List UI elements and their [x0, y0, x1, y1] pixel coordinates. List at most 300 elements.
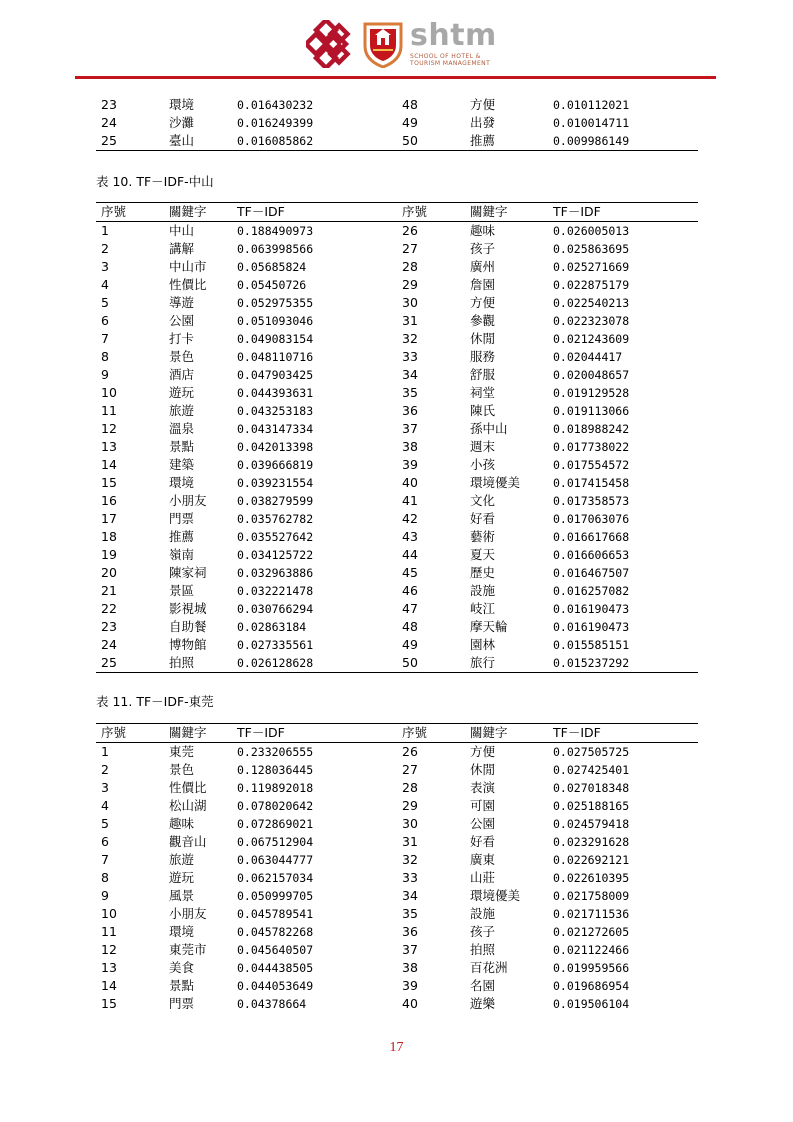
tfidf-cell: 0.045789541: [237, 907, 314, 921]
brand-wordmark: [410, 18, 497, 67]
tfidf-cell: 0.017063076: [553, 512, 630, 526]
index-cell: 13: [101, 439, 117, 454]
keyword-cell: 打卡: [169, 331, 195, 346]
header-rule: [75, 76, 716, 79]
tfidf-cell: 0.016430232: [237, 98, 314, 112]
keyword-cell: 環境: [169, 97, 195, 112]
keyword-cell: 影視城: [169, 601, 207, 616]
table-row: [96, 402, 698, 420]
keyword-cell: 孩子: [470, 924, 496, 939]
keyword-cell: 陳氏: [470, 403, 496, 418]
index-cell: 35: [402, 385, 418, 400]
keyword-cell: 小朋友: [169, 906, 207, 921]
keyword-cell: 建築: [169, 457, 195, 472]
keyword-cell: 環境: [169, 924, 195, 939]
index-cell: 15: [101, 996, 117, 1011]
index-cell: 47: [402, 601, 418, 616]
tfidf-cell: 0.016617668: [553, 530, 630, 544]
keyword-cell: 孫中山: [470, 421, 508, 436]
tfidf-cell: 0.035762782: [237, 512, 314, 526]
keyword-cell: 中山: [169, 223, 195, 238]
keyword-cell: 山莊: [470, 870, 496, 885]
keyword-cell: 推薦: [470, 133, 496, 148]
tfidf-cell: 0.02044417: [553, 350, 623, 364]
column-header: 關鍵字: [470, 724, 553, 743]
tfidf-cell: 0.017738022: [553, 440, 630, 454]
index-cell: 44: [402, 547, 418, 562]
index-cell: 5: [101, 295, 109, 310]
index-cell: 6: [101, 313, 109, 328]
tfidf-cell: 0.044053649: [237, 979, 314, 993]
table-9-continuation: [96, 96, 698, 151]
tfidf-cell: 0.045640507: [237, 943, 314, 957]
tfidf-cell: 0.027335561: [237, 638, 314, 652]
index-cell: 33: [402, 870, 418, 885]
index-cell: 36: [402, 403, 418, 418]
column-header: 關鍵字: [169, 724, 237, 743]
index-cell: 4: [101, 798, 109, 813]
tfidf-cell: 0.030766294: [237, 602, 314, 616]
index-cell: 23: [101, 97, 117, 112]
keyword-cell: 百花洲: [470, 960, 508, 975]
index-cell: 31: [402, 313, 418, 328]
keyword-cell: 小朋友: [169, 493, 207, 508]
index-cell: 49: [402, 637, 418, 652]
tfidf-cell: 0.010112021: [553, 98, 630, 112]
index-cell: 46: [402, 583, 418, 598]
tfidf-cell: 0.016467507: [553, 566, 630, 580]
index-cell: 14: [101, 978, 117, 993]
index-cell: 25: [101, 133, 117, 148]
table-row: [96, 654, 698, 673]
column-header: TF－IDF: [237, 203, 402, 222]
index-cell: 40: [402, 996, 418, 1011]
keyword-cell: 溫泉: [169, 421, 195, 436]
table-10-body: [96, 222, 698, 673]
index-cell: 27: [402, 241, 418, 256]
table-row: [96, 132, 698, 151]
keyword-cell: 表演: [470, 780, 496, 795]
tfidf-cell: 0.019506104: [553, 997, 630, 1011]
tfidf-cell: 0.016190473: [553, 620, 630, 634]
keyword-cell: 舒服: [470, 367, 496, 382]
tfidf-cell: 0.063044777: [237, 853, 314, 867]
tfidf-cell: 0.021243609: [553, 332, 630, 346]
tfidf-cell: 0.233206555: [237, 745, 314, 759]
tfidf-cell: 0.05450726: [237, 278, 307, 292]
tfidf-cell: 0.015237292: [553, 656, 630, 670]
keyword-cell: 博物館: [169, 637, 207, 652]
table-9-body: [96, 96, 698, 151]
tfidf-cell: 0.016257082: [553, 584, 630, 598]
index-cell: 12: [101, 942, 117, 957]
keyword-cell: 門票: [169, 996, 195, 1011]
table-row: [96, 797, 698, 815]
keyword-cell: 設施: [470, 583, 496, 598]
keyword-cell: 松山湖: [169, 798, 207, 813]
keyword-cell: 嶺南: [169, 547, 195, 562]
keyword-cell: 好看: [470, 834, 496, 849]
column-header: TF－IDF: [237, 724, 402, 743]
index-cell: 12: [101, 421, 117, 436]
keyword-cell: 詹園: [470, 277, 496, 292]
index-cell: 1: [101, 744, 109, 759]
tfidf-cell: 0.067512904: [237, 835, 314, 849]
tfidf-cell: 0.018988242: [553, 422, 630, 436]
table-row: [96, 420, 698, 438]
tfidf-cell: 0.039231554: [237, 476, 314, 490]
index-cell: 21: [101, 583, 117, 598]
tfidf-cell: 0.023291628: [553, 835, 630, 849]
index-cell: 42: [402, 511, 418, 526]
tfidf-cell: 0.019686954: [553, 979, 630, 993]
table-row: [96, 618, 698, 636]
table-row: [96, 276, 698, 294]
tfidf-cell: 0.025188165: [553, 799, 630, 813]
table-row: [96, 546, 698, 564]
index-cell: 24: [101, 115, 117, 130]
table-row: [96, 743, 698, 762]
index-cell: 22: [101, 601, 117, 616]
keyword-cell: 拍照: [169, 655, 195, 670]
keyword-cell: 方便: [470, 295, 496, 310]
keyword-cell: 祠堂: [470, 385, 496, 400]
keyword-cell: 夏天: [470, 547, 496, 562]
page-header: [0, 0, 793, 80]
keyword-cell: 講解: [169, 241, 195, 256]
table-row: [96, 905, 698, 923]
table-row: [96, 348, 698, 366]
column-header: 關鍵字: [169, 203, 237, 222]
table-row: [96, 96, 698, 114]
keyword-cell: 孩子: [470, 241, 496, 256]
index-cell: 38: [402, 439, 418, 454]
keyword-cell: 自助餐: [169, 619, 207, 634]
index-cell: 7: [101, 331, 109, 346]
keyword-cell: 園林: [470, 637, 496, 652]
index-cell: 35: [402, 906, 418, 921]
index-cell: 10: [101, 906, 117, 921]
tfidf-cell: 0.020048657: [553, 368, 630, 382]
keyword-cell: 觀音山: [169, 834, 207, 849]
tfidf-cell: 0.022323078: [553, 314, 630, 328]
keyword-cell: 歷史: [470, 565, 496, 580]
keyword-cell: 導遊: [169, 295, 195, 310]
index-cell: 9: [101, 367, 109, 382]
tfidf-cell: 0.017358573: [553, 494, 630, 508]
tfidf-cell: 0.042013398: [237, 440, 314, 454]
tfidf-cell: 0.04378664: [237, 997, 307, 1011]
table-10: [96, 202, 698, 673]
table-row: [96, 815, 698, 833]
index-cell: 48: [402, 97, 418, 112]
index-cell: 17: [101, 511, 117, 526]
tfidf-cell: 0.021711536: [553, 907, 630, 921]
index-cell: 2: [101, 241, 109, 256]
index-cell: 11: [101, 924, 117, 939]
tfidf-cell: 0.017554572: [553, 458, 630, 472]
keyword-cell: 性價比: [169, 277, 207, 292]
keyword-cell: 景點: [169, 978, 195, 993]
table-row: [96, 222, 698, 241]
tfidf-cell: 0.025271669: [553, 260, 630, 274]
keyword-cell: 中山市: [169, 259, 207, 274]
tfidf-cell: 0.119892018: [237, 781, 314, 795]
table-row: [96, 330, 698, 348]
table-row: [96, 114, 698, 132]
table-row: [96, 869, 698, 887]
tfidf-cell: 0.021122466: [553, 943, 630, 957]
keyword-cell: 岐江: [470, 601, 496, 616]
logo: [306, 20, 497, 68]
tfidf-cell: 0.128036445: [237, 763, 314, 777]
tfidf-cell: 0.078020642: [237, 799, 314, 813]
index-cell: 37: [402, 942, 418, 957]
index-cell: 5: [101, 816, 109, 831]
index-cell: 23: [101, 619, 117, 634]
tfidf-cell: 0.027505725: [553, 745, 630, 759]
index-cell: 6: [101, 834, 109, 849]
tfidf-cell: 0.024579418: [553, 817, 630, 831]
keyword-cell: 公園: [169, 313, 195, 328]
table-row: [96, 312, 698, 330]
brand-subtitle-line1: SCHOOL OF HOTEL &: [410, 53, 481, 60]
tfidf-cell: 0.051093046: [237, 314, 314, 328]
tfidf-cell: 0.034125722: [237, 548, 314, 562]
keyword-cell: 拍照: [470, 942, 496, 957]
column-header: 序號: [96, 203, 169, 222]
tfidf-cell: 0.022610395: [553, 871, 630, 885]
tfidf-cell: 0.015585151: [553, 638, 630, 652]
index-cell: 40: [402, 475, 418, 490]
tfidf-cell: 0.062157034: [237, 871, 314, 885]
keyword-cell: 參觀: [470, 313, 496, 328]
keyword-cell: 門票: [169, 511, 195, 526]
keyword-cell: 景區: [169, 583, 195, 598]
table-row: [96, 258, 698, 276]
tfidf-cell: 0.021272605: [553, 925, 630, 939]
tfidf-cell: 0.049083154: [237, 332, 314, 346]
tfidf-cell: 0.188490973: [237, 224, 314, 238]
index-cell: 7: [101, 852, 109, 867]
tfidf-cell: 0.019113066: [553, 404, 630, 418]
keyword-cell: 景色: [169, 762, 195, 777]
keyword-cell: 旅行: [470, 655, 496, 670]
tfidf-cell: 0.032963886: [237, 566, 314, 580]
tfidf-cell: 0.050999705: [237, 889, 314, 903]
table-row: [96, 492, 698, 510]
table-row: [96, 564, 698, 582]
keyword-cell: 藝術: [470, 529, 496, 544]
index-cell: 38: [402, 960, 418, 975]
keyword-cell: 可園: [470, 798, 496, 813]
keyword-cell: 名園: [470, 978, 496, 993]
keyword-cell: 好看: [470, 511, 496, 526]
keyword-cell: 景點: [169, 439, 195, 454]
keyword-cell: 美食: [169, 960, 195, 975]
tfidf-cell: 0.027425401: [553, 763, 630, 777]
tfidf-cell: 0.072869021: [237, 817, 314, 831]
index-cell: 31: [402, 834, 418, 849]
table-row: [96, 600, 698, 618]
tfidf-cell: 0.021758009: [553, 889, 630, 903]
index-cell: 30: [402, 816, 418, 831]
table-row: [96, 923, 698, 941]
index-cell: 24: [101, 637, 117, 652]
tfidf-cell: 0.032221478: [237, 584, 314, 598]
keyword-cell: 遊玩: [169, 870, 195, 885]
column-header: 序號: [402, 203, 470, 222]
keyword-cell: 東莞: [169, 744, 195, 759]
tfidf-cell: 0.05685824: [237, 260, 307, 274]
keyword-cell: 推薦: [169, 529, 195, 544]
table-row: [96, 366, 698, 384]
index-cell: 48: [402, 619, 418, 634]
keyword-cell: 休閒: [470, 762, 496, 777]
tfidf-cell: 0.010014711: [553, 116, 630, 130]
table-row: [96, 510, 698, 528]
index-cell: 16: [101, 493, 117, 508]
shtm-shield-icon: [362, 20, 404, 68]
keyword-cell: 景色: [169, 349, 195, 364]
keyword-cell: 沙灘: [169, 115, 195, 130]
column-header: 序號: [96, 724, 169, 743]
brand-subtitle-line2: TOURISM MANAGEMENT: [410, 60, 491, 67]
keyword-cell: 環境優美: [470, 888, 521, 903]
tfidf-cell: 0.052975355: [237, 296, 314, 310]
index-cell: 10: [101, 385, 117, 400]
brand-name: shtm: [410, 18, 497, 53]
keyword-cell: 設施: [470, 906, 496, 921]
table-11-header-row: [96, 724, 698, 743]
tfidf-cell: 0.026128628: [237, 656, 314, 670]
index-cell: 50: [402, 655, 418, 670]
keyword-cell: 休閒: [470, 331, 496, 346]
tfidf-cell: 0.043147334: [237, 422, 314, 436]
keyword-cell: 廣東: [470, 852, 496, 867]
index-cell: 36: [402, 924, 418, 939]
polyu-knot-logo-icon: [306, 20, 354, 68]
column-header: 關鍵字: [470, 203, 553, 222]
tfidf-cell: 0.017415458: [553, 476, 630, 490]
keyword-cell: 旅遊: [169, 852, 195, 867]
keyword-cell: 公園: [470, 816, 496, 831]
index-cell: 30: [402, 295, 418, 310]
keyword-cell: 文化: [470, 493, 496, 508]
tfidf-cell: 0.019959566: [553, 961, 630, 975]
index-cell: 28: [402, 780, 418, 795]
table-row: [96, 761, 698, 779]
tfidf-cell: 0.045782268: [237, 925, 314, 939]
keyword-cell: 廣州: [470, 259, 496, 274]
table-row: [96, 528, 698, 546]
index-cell: 33: [402, 349, 418, 364]
table-row: [96, 384, 698, 402]
table-row: [96, 977, 698, 995]
tfidf-cell: 0.038279599: [237, 494, 314, 508]
tfidf-cell: 0.044438505: [237, 961, 314, 975]
keyword-cell: 趣味: [169, 816, 195, 831]
index-cell: 13: [101, 960, 117, 975]
keyword-cell: 遊玩: [169, 385, 195, 400]
tfidf-cell: 0.016249399: [237, 116, 314, 130]
table-11-caption: 表 11. TF－IDF-東莞: [96, 694, 214, 709]
tfidf-cell: 0.022692121: [553, 853, 630, 867]
keyword-cell: 方便: [470, 744, 496, 759]
table-row: [96, 851, 698, 869]
index-cell: 34: [402, 367, 418, 382]
index-cell: 8: [101, 349, 109, 364]
keyword-cell: 方便: [470, 97, 496, 112]
tfidf-cell: 0.016190473: [553, 602, 630, 616]
table-row: [96, 636, 698, 654]
index-cell: 2: [101, 762, 109, 777]
table-row: [96, 779, 698, 797]
index-cell: 1: [101, 223, 109, 238]
index-cell: 26: [402, 744, 418, 759]
tfidf-cell: 0.009986149: [553, 134, 630, 148]
tfidf-cell: 0.044393631: [237, 386, 314, 400]
tfidf-cell: 0.019129528: [553, 386, 630, 400]
table-11-body: [96, 743, 698, 1014]
index-cell: 34: [402, 888, 418, 903]
index-cell: 27: [402, 762, 418, 777]
tfidf-cell: 0.016085862: [237, 134, 314, 148]
keyword-cell: 旅遊: [169, 403, 195, 418]
keyword-cell: 摩天輪: [470, 619, 508, 634]
index-cell: 3: [101, 259, 109, 274]
index-cell: 9: [101, 888, 109, 903]
tfidf-cell: 0.022875179: [553, 278, 630, 292]
column-header: TF－IDF: [553, 203, 698, 222]
table-row: [96, 294, 698, 312]
tfidf-cell: 0.022540213: [553, 296, 630, 310]
index-cell: 18: [101, 529, 117, 544]
table-row: [96, 438, 698, 456]
index-cell: 32: [402, 331, 418, 346]
table-row: [96, 887, 698, 905]
index-cell: 32: [402, 852, 418, 867]
keyword-cell: 酒店: [169, 367, 195, 382]
keyword-cell: 小孩: [470, 457, 496, 472]
table-10-caption: 表 10. TF－IDF-中山: [96, 174, 214, 189]
tfidf-cell: 0.047903425: [237, 368, 314, 382]
keyword-cell: 趣味: [470, 223, 496, 238]
index-cell: 8: [101, 870, 109, 885]
keyword-cell: 陳家祠: [169, 565, 207, 580]
table-row: [96, 959, 698, 977]
keyword-cell: 東莞市: [169, 942, 207, 957]
index-cell: 3: [101, 780, 109, 795]
keyword-cell: 服務: [470, 349, 496, 364]
index-cell: 49: [402, 115, 418, 130]
index-cell: 28: [402, 259, 418, 274]
keyword-cell: 性價比: [169, 780, 207, 795]
index-cell: 41: [402, 493, 418, 508]
index-cell: 14: [101, 457, 117, 472]
index-cell: 29: [402, 277, 418, 292]
index-cell: 50: [402, 133, 418, 148]
table-row: [96, 456, 698, 474]
index-cell: 29: [402, 798, 418, 813]
tfidf-cell: 0.035527642: [237, 530, 314, 544]
keyword-cell: 風景: [169, 888, 195, 903]
index-cell: 39: [402, 978, 418, 993]
keyword-cell: 遊樂: [470, 996, 496, 1011]
index-cell: 20: [101, 565, 117, 580]
index-cell: 39: [402, 457, 418, 472]
table-row: [96, 474, 698, 492]
